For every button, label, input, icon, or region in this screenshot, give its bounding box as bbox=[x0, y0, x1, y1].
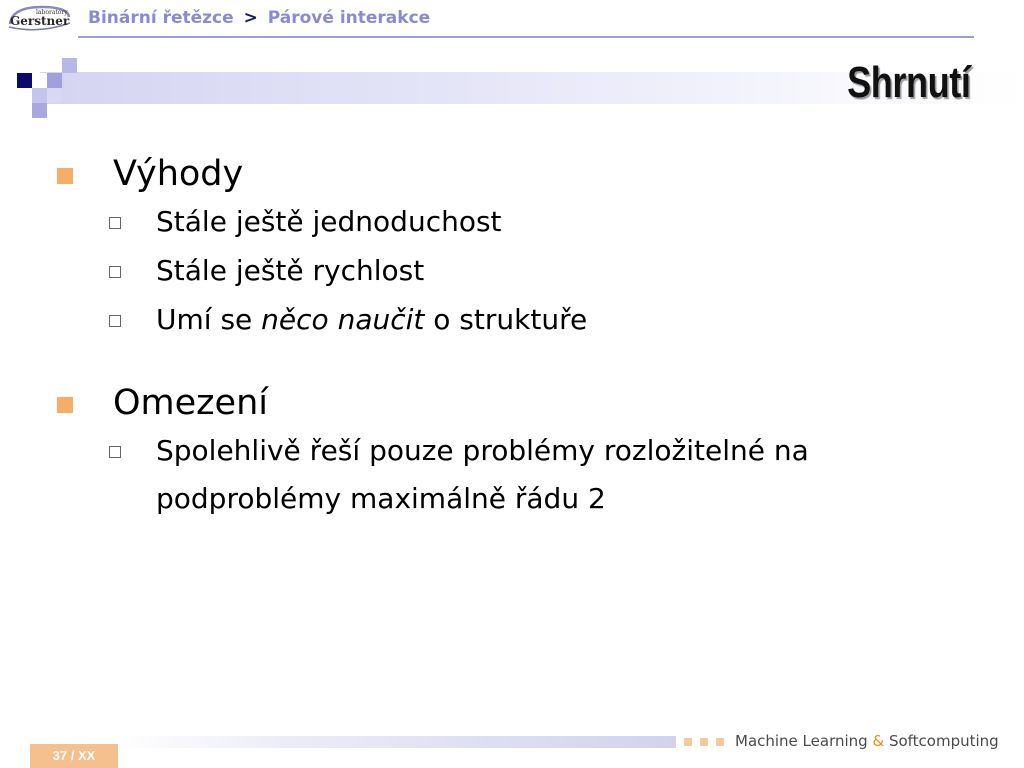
footer-course-part: Machine Learning bbox=[735, 732, 868, 750]
section-heading: Omezení bbox=[113, 383, 268, 423]
list-item bbox=[156, 427, 809, 523]
list-item-text: Umí se bbox=[156, 303, 262, 336]
list-item: Stále ještě jednoduchost bbox=[156, 205, 502, 238]
page-title: Shrnutí bbox=[846, 58, 970, 107]
deco-square bbox=[17, 88, 32, 103]
breadcrumb-separator: > bbox=[243, 8, 258, 28]
list-item: Stále ještě rychlost bbox=[156, 254, 425, 287]
gerstner-logo bbox=[6, 4, 72, 34]
checkbox-bullet-icon bbox=[109, 217, 121, 229]
footer-dot bbox=[716, 738, 724, 746]
list-item-line: Spolehlivě řeší pouze problémy rozložitelné na bbox=[156, 434, 809, 467]
footer-dot bbox=[700, 738, 708, 746]
deco-square bbox=[32, 73, 47, 88]
list-item bbox=[156, 296, 587, 344]
checkbox-bullet-icon bbox=[109, 315, 121, 327]
deco-square bbox=[32, 103, 47, 118]
logo-name: Gerstner bbox=[10, 14, 70, 28]
footer-course-name bbox=[735, 732, 999, 750]
header-divider bbox=[78, 36, 974, 38]
section-bullet-icon bbox=[57, 397, 73, 413]
breadcrumb bbox=[88, 8, 430, 28]
footer-band bbox=[118, 736, 676, 748]
footer-dots-icon bbox=[684, 738, 724, 746]
deco-square bbox=[47, 73, 62, 88]
deco-square bbox=[32, 88, 47, 103]
checkbox-bullet-icon bbox=[109, 266, 121, 278]
breadcrumb-parent[interactable]: Binární řetězce bbox=[88, 8, 234, 28]
deco-square bbox=[47, 88, 62, 103]
list-item-text: o struktuře bbox=[424, 303, 588, 336]
section-bullet-icon bbox=[57, 168, 73, 184]
breadcrumb-current: Párové interakce bbox=[267, 8, 431, 28]
deco-square bbox=[62, 58, 77, 73]
page-number-badge: 37 / XX bbox=[30, 744, 118, 768]
footer-ampersand: & bbox=[872, 732, 885, 750]
footer-course-part: Softcomputing bbox=[888, 732, 999, 750]
list-item-emphasis: něco naučit bbox=[261, 303, 425, 336]
checkbox-bullet-icon bbox=[109, 446, 121, 458]
list-item-line: podproblémy maximálně řádu 2 bbox=[156, 482, 606, 515]
logo-small-text: laboratory bbox=[36, 9, 68, 16]
section-heading: Výhody bbox=[113, 154, 244, 194]
deco-square bbox=[17, 73, 32, 88]
footer-dot bbox=[684, 738, 692, 746]
